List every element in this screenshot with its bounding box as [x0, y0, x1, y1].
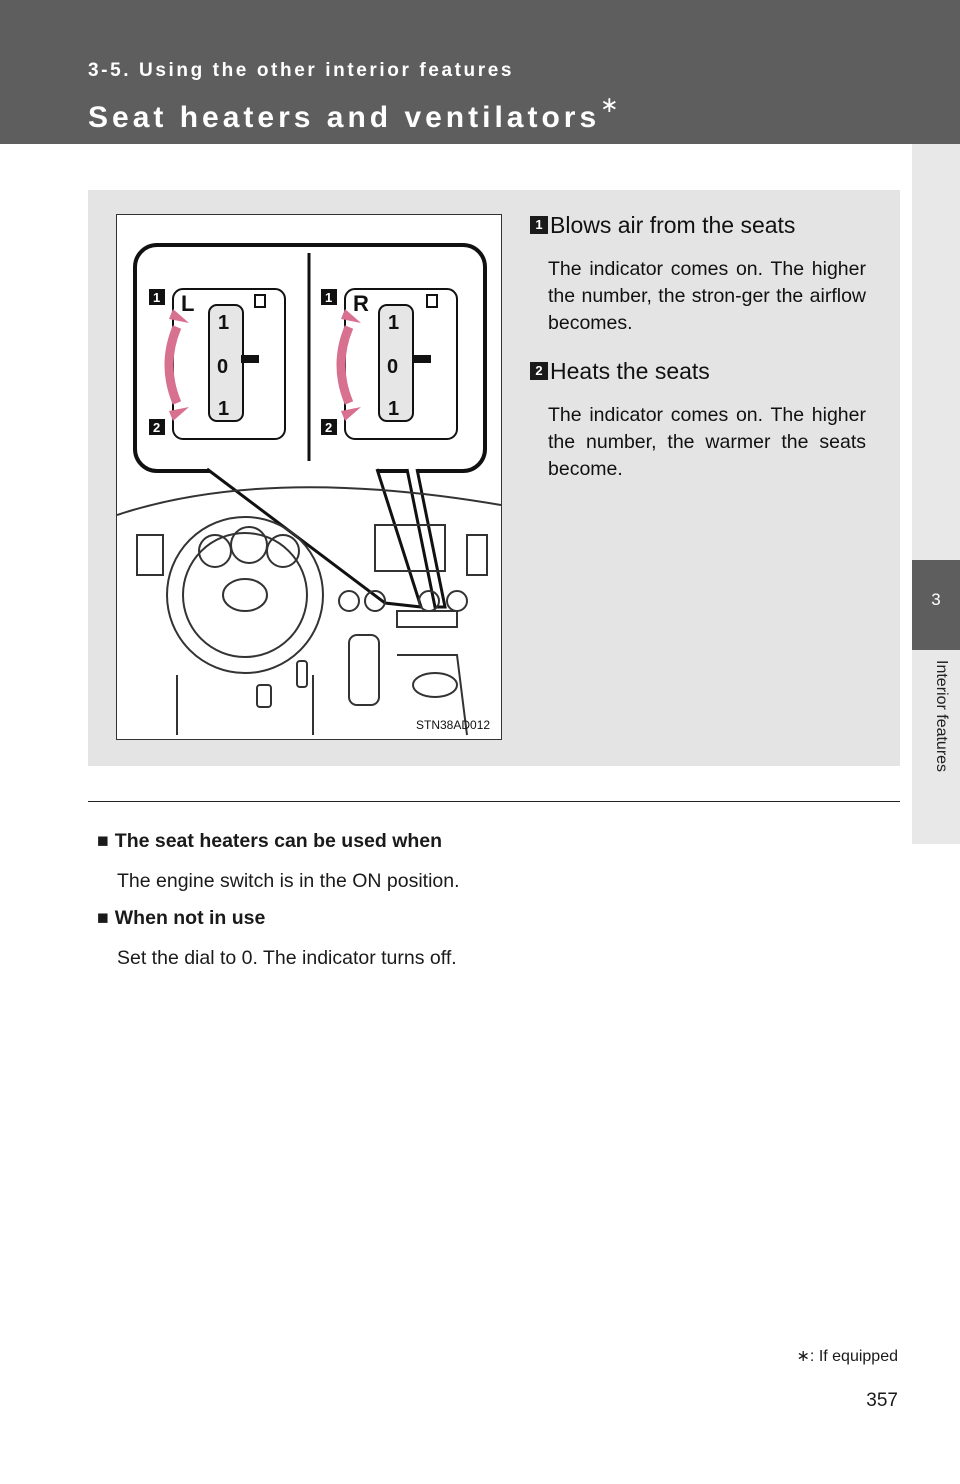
footnote	[797, 1346, 898, 1366]
right-vent	[467, 535, 487, 575]
right-seat-label: R	[353, 291, 369, 316]
item-2-heading: Heats the seats	[550, 358, 710, 384]
item-1-body: The indicator comes on. The higher the number, the stron-ger the airflow becomes.	[548, 258, 866, 334]
footnote-mark: ∗	[796, 1348, 810, 1365]
right-dial-marker	[413, 355, 431, 363]
right-dial-mark-top: 1	[388, 312, 400, 334]
chapter-name: Interior features	[933, 660, 950, 773]
note-bullet-icon: ■	[97, 907, 109, 929]
if-equipped-mark: ∗	[600, 92, 619, 117]
note-1-heading	[97, 830, 442, 853]
right-dial-mark-bottom: 1	[388, 398, 400, 420]
left-dial-marker	[241, 355, 259, 363]
page-title	[88, 92, 619, 135]
left-callout-1: 1	[153, 290, 161, 305]
center-knob-left	[339, 591, 359, 611]
item-1-heading: Blows air from the seats	[550, 212, 796, 238]
note-1-heading-text: The seat heaters can be used when	[114, 830, 443, 852]
right-callout-2: 2	[325, 420, 333, 435]
left-vent	[137, 535, 163, 575]
illustration-code: STN38AD012	[416, 718, 491, 732]
column-lines	[177, 675, 313, 735]
right-callout-1: 1	[325, 290, 333, 305]
page-header	[0, 0, 960, 144]
right-dial-mark-zero: 0	[387, 356, 399, 378]
section-divider	[88, 801, 900, 802]
steering-wheel-inner	[183, 533, 307, 657]
left-seat-label: L	[181, 291, 195, 316]
steering-emblem	[223, 579, 267, 611]
left-callout-2: 2	[153, 420, 161, 435]
left-indicator-light	[255, 295, 265, 307]
left-dial-mark-zero: 0	[217, 356, 229, 378]
footnote-text: : If equipped	[809, 1348, 898, 1365]
chapter-number: 3	[931, 590, 941, 609]
center-knob-far	[447, 591, 467, 611]
page-number: 357	[866, 1390, 898, 1411]
item-2-badge: 2	[530, 362, 548, 380]
gauge-right	[267, 535, 299, 567]
pedal-brake	[257, 685, 271, 707]
pedal-gas	[297, 661, 307, 687]
note-2-heading-text: When not in use	[114, 907, 266, 929]
note-2-body: Set the dial to 0. The indicator turns off.	[117, 947, 457, 969]
steering-wheel	[167, 517, 323, 673]
shift-lever	[349, 635, 379, 705]
seat-switch-row	[397, 611, 457, 627]
right-indicator-light	[427, 295, 437, 307]
item-2-body: The indicator comes on. The higher the number, the warmer the seats become.	[548, 404, 866, 480]
left-dial-mark-top: 1	[218, 312, 230, 334]
item-1-badge: 1	[530, 216, 548, 234]
note-1-body: The engine switch is in the ON position.	[117, 870, 460, 892]
section-label: 3-5. Using the other interior features	[88, 60, 515, 81]
left-dial-mark-bottom: 1	[218, 398, 230, 420]
dashboard-drawing	[117, 215, 501, 739]
page-title-text: Seat heaters and ventilators	[88, 101, 601, 134]
seat-control-illustration	[116, 214, 502, 740]
note-2-heading	[97, 907, 265, 930]
note-bullet-icon: ■	[97, 830, 109, 852]
cup-holder	[413, 673, 457, 697]
